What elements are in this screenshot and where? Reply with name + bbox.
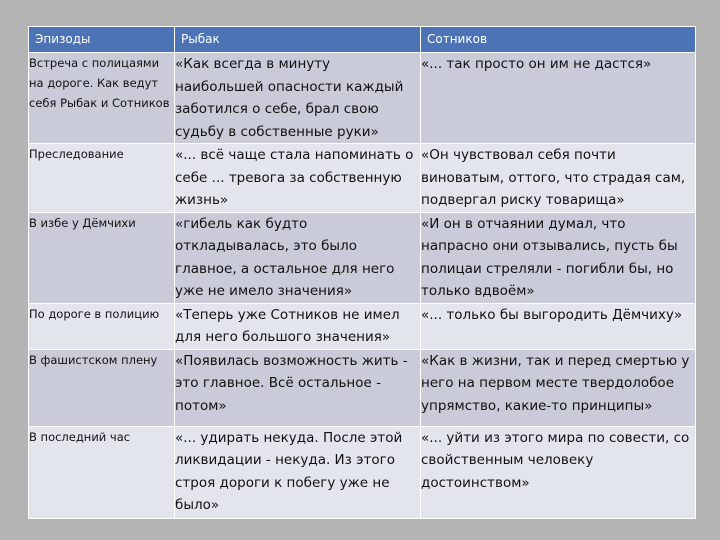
table-row [29,303,696,349]
rybak-quote-cell: «Появилась возможность жить - это главное. Всё остальное - потом» [175,349,421,426]
header-rybak: Рыбак [175,27,421,53]
sotnikov-quote-cell: «Как в жизни, так и перед смертью у него на первом месте твердолобое упрямство, какие-то принципы» [421,349,696,426]
rybak-quote-cell: «Теперь уже Сотников не имел для него большого значения» [175,303,421,349]
header-episodes: Эпизоды [29,27,175,53]
episode-cell: В последний час [29,426,175,518]
episode-cell: В избе у Дёмчихи [29,212,175,303]
table-header-row [29,27,696,53]
episode-cell: По дороге в полицию [29,303,175,349]
table-row [29,349,696,426]
sotnikov-quote-cell: «Он чувствовал себя почти виноватым, оттого, что страдая сам, подвергал риску товарища» [421,144,696,213]
table-row [29,212,696,303]
sotnikov-quote-cell: «... только бы выгородить Дёмчиху» [421,303,696,349]
rybak-quote-cell: «Как всегда в минуту наибольшей опасности каждый заботился о себе, брал свою судьбу в собственные руки» [175,53,421,144]
episode-cell: Преследование [29,144,175,213]
episode-cell: Встреча с полицаями на дороге. Как ведут себя Рыбак и Сотников [29,53,175,144]
rybak-quote-cell: «... удирать некуда. После этой ликвидации - некуда. Из этого строя дороги к побегу уже не было» [175,426,421,518]
sotnikov-quote-cell: «... так просто он им не дастся» [421,53,696,144]
rybak-quote-cell: «... всё чаще стала напоминать о себе ... тревога за собственную жизнь» [175,144,421,213]
table-row [29,144,696,213]
sotnikov-quote-cell: «И он в отчаянии думал, что напрасно они отзывались, пусть бы полицаи стреляли - погибли бы, но только вдвоём» [421,212,696,303]
sotnikov-quote-cell: «... уйти из этого мира по совести, со свойственным человеку достоинством» [421,426,696,518]
comparison-table [28,26,696,519]
table-row [29,426,696,518]
rybak-quote-cell: «гибель как будто откладывалась, это было главное, а остальное для него уже не имело значения» [175,212,421,303]
header-sotnikov: Сотников [421,27,696,53]
episode-cell: В фашистском плену [29,349,175,426]
table-row [29,53,696,144]
